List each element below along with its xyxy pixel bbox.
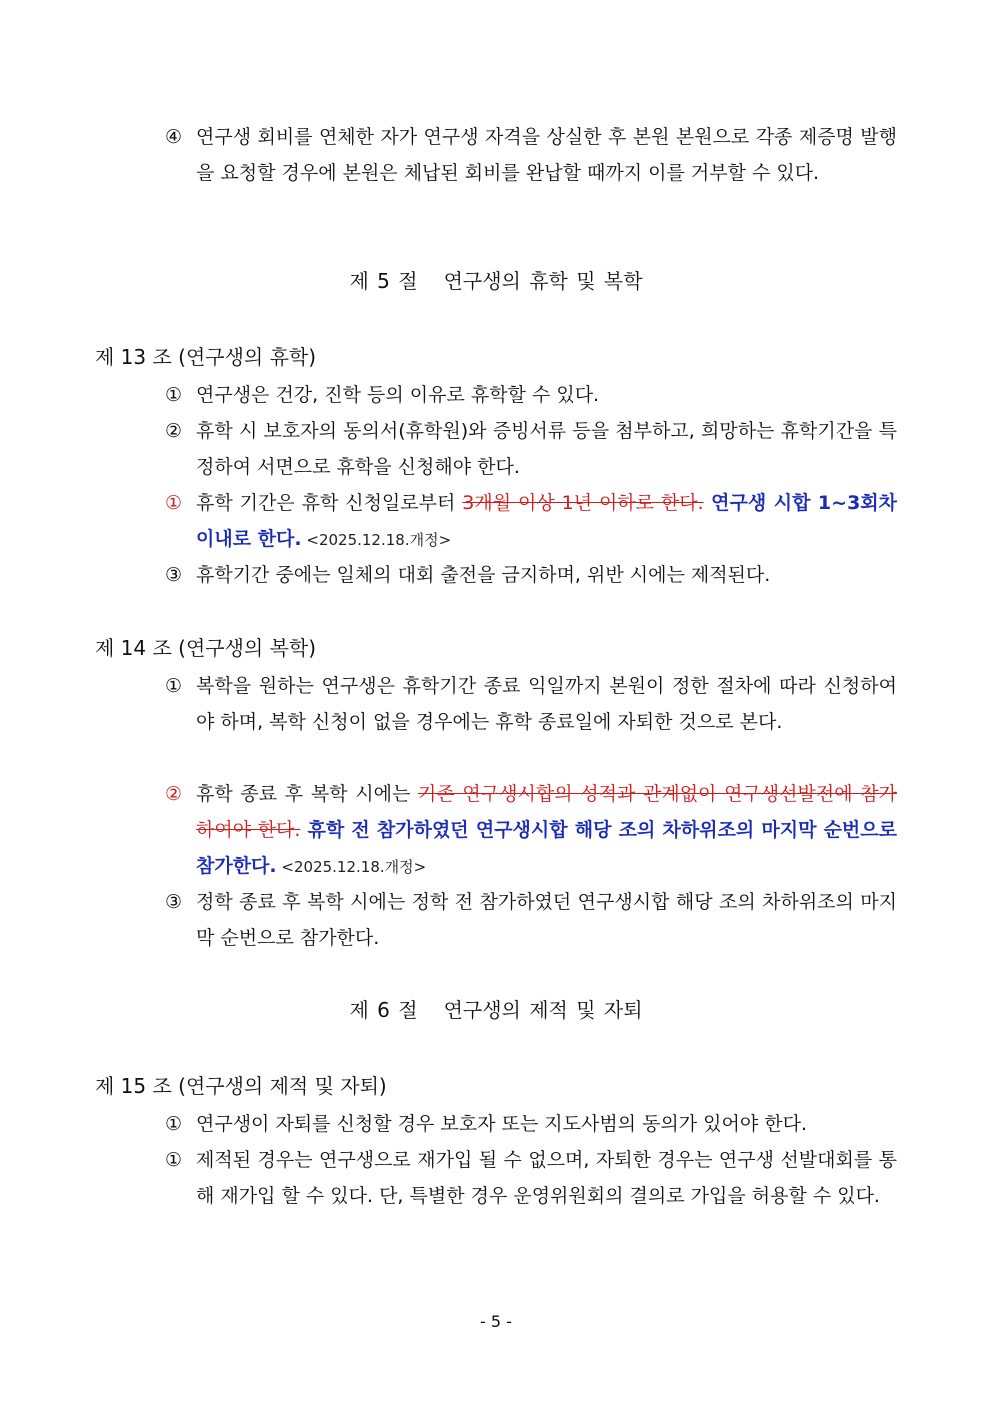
amendment-note: <2025.12.18.개정> xyxy=(276,858,427,876)
clause-number: ③ xyxy=(165,891,183,913)
section-5-heading xyxy=(0,263,992,299)
clause-number: ① xyxy=(165,492,183,514)
clause-number: ② xyxy=(165,420,183,442)
clause-text: 복학을 원하는 연구생은 휴학기간 종료 익일까지 본원이 정한 절차에 따라 신청하여야 하며, 복학 신청이 없을 경우에는 휴학 종료일에 자퇴한 것으로 본다. xyxy=(196,675,897,733)
section-number: 제 6 절 xyxy=(349,998,418,1022)
clause-text-plain: 휴학 종료 후 복학 시에는 xyxy=(196,783,419,805)
clause-number: ② xyxy=(165,783,183,805)
clause-number: ④ xyxy=(165,126,183,148)
page-number: - 5 - xyxy=(480,1312,512,1331)
section-title: 연구생의 제적 및 자퇴 xyxy=(443,998,643,1022)
deleted-text: 3개월 이상 1년 이하로 한다. xyxy=(462,492,704,514)
article-13-title: 제 13 조 (연구생의 휴학) xyxy=(95,345,317,369)
article-13-clause-2 xyxy=(165,413,897,485)
clause-number: ③ xyxy=(165,564,183,586)
clause-number: ① xyxy=(165,1113,183,1135)
section-6-heading xyxy=(0,992,992,1028)
clause-number: ① xyxy=(165,1149,183,1171)
added-text: 휴학 전 참가하였던 연구생시합 해당 조의 차하위조의 마지막 순번으로 참가한다. xyxy=(196,819,897,877)
article-15-title: 제 15 조 (연구생의 제적 및 자퇴) xyxy=(95,1074,387,1098)
clause-text xyxy=(196,776,897,885)
article-14-title: 제 14 조 (연구생의 복학) xyxy=(95,636,317,660)
article-14-clause-2-amended xyxy=(165,776,897,885)
clause-4-membership-fee xyxy=(165,119,897,191)
clause-text: 정학 종료 후 복학 시에는 정학 전 참가하였던 연구생시합 해당 조의 차하위조의 마지막 순번으로 참가한다. xyxy=(196,891,897,949)
article-14-clause-3 xyxy=(165,884,897,956)
article-14-clause-1 xyxy=(165,668,897,740)
clause-number: ① xyxy=(165,675,183,697)
clause-text-plain: 휴학 기간은 휴학 신청일로부터 xyxy=(196,492,463,514)
deleted-text: 기존 연구생시합의 성적과 관계없이 연구생선발전에 참가하여야 한다. xyxy=(196,783,897,841)
article-15-clause-2 xyxy=(165,1142,897,1214)
amendment-note: <2025.12.18.개정> xyxy=(301,531,452,549)
article-13-clause-3 xyxy=(165,557,897,593)
clause-text xyxy=(196,485,897,558)
clause-text: 휴학기간 중에는 일체의 대회 출전을 금지하며, 위반 시에는 제적된다. xyxy=(196,564,771,586)
section-title: 연구생의 휴학 및 복학 xyxy=(443,269,643,293)
clause-text: 연구생이 자퇴를 신청할 경우 보호자 또는 지도사범의 동의가 있어야 한다. xyxy=(196,1113,808,1135)
clause-text: 제적된 경우는 연구생으로 재가입 될 수 없으며, 자퇴한 경우는 연구생 선발대회를 통해 재가입 할 수 있다. 단, 특별한 경우 운영위원회의 결의로 가입을 허용할 수 있다. xyxy=(196,1149,897,1207)
article-13-clause-amended xyxy=(165,485,897,558)
added-text: 연구생 시합 1~3회차 이내로 한다. xyxy=(196,492,897,550)
article-15-clause-1 xyxy=(165,1106,897,1142)
clause-text: 연구생은 건강, 진학 등의 이유로 휴학할 수 있다. xyxy=(196,384,600,406)
clause-text: 연구생 회비를 연체한 자가 연구생 자격을 상실한 후 본원 본원으로 각종 제증명 발행을 요청할 경우에 본원은 체납된 회비를 완납할 때까지 이를 거부할 수 있다. xyxy=(196,126,897,184)
clause-text: 휴학 시 보호자의 동의서(휴학원)와 증빙서류 등을 첨부하고, 희망하는 휴학기간을 특정하여 서면으로 휴학을 신청해야 한다. xyxy=(196,420,897,478)
article-13-clause-1 xyxy=(165,377,897,413)
clause-number: ① xyxy=(165,384,183,406)
section-number: 제 5 절 xyxy=(349,269,418,293)
